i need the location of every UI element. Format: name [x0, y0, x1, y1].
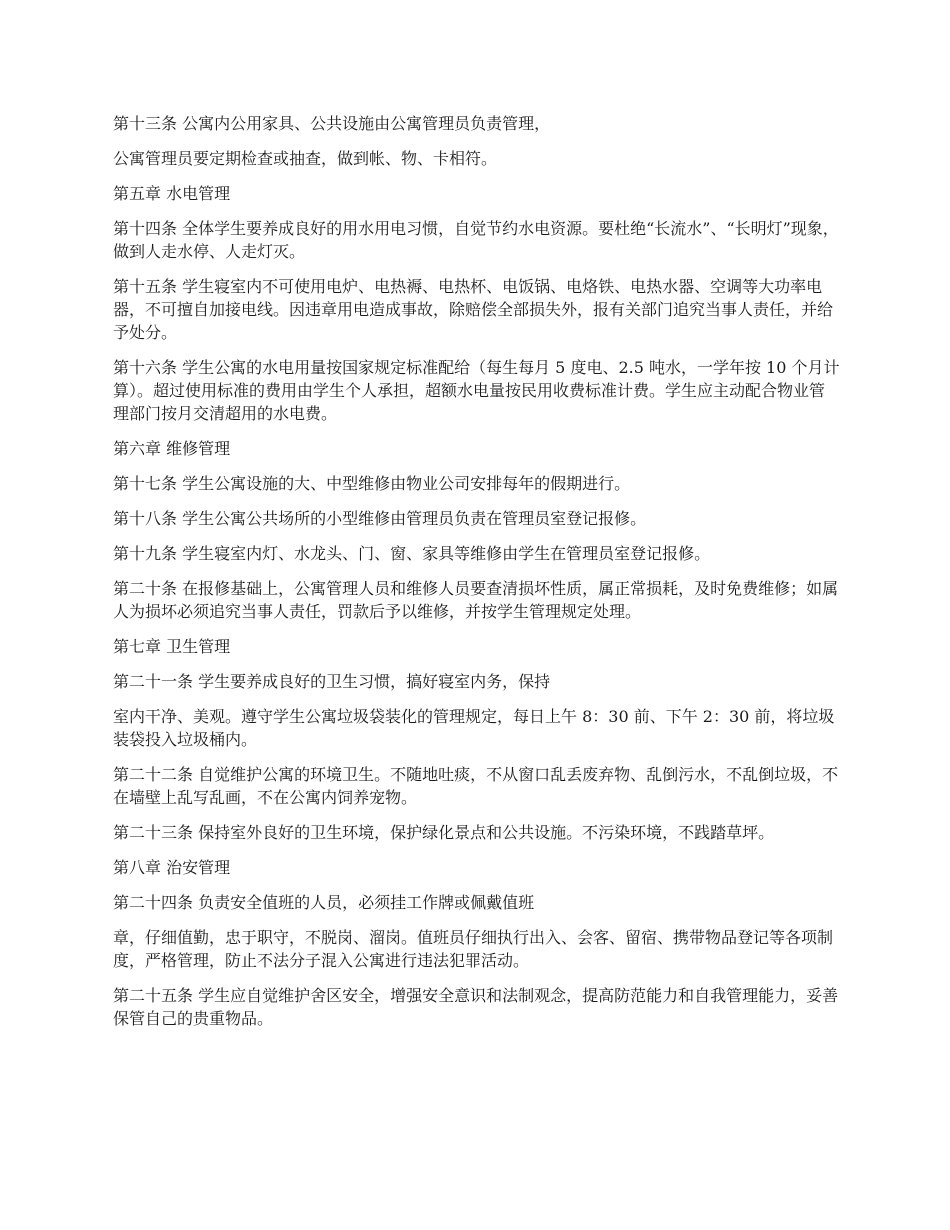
- paragraph-article-19: 第十九条 学生寝室内灯、水龙头、门、窗、家具等维修由学生在管理员室登记报修。: [113, 544, 711, 563]
- paragraph-article-22: 第二十二条 自觉维护公寓的环境卫生。不随地吐痰，不从窗口乱丢废弃物、乱倒污水，不乱倒垃圾，不在墙壁上乱写乱画，不在公寓内饲养宠物。: [113, 765, 839, 807]
- document-body: [113, 112, 840, 1042]
- paragraph-article-13-cont: 公寓管理员要定期检查或抽查，做到帐、物、卡相符。: [113, 149, 498, 168]
- paragraph-article-17: 第十七条 学生公寓设施的大、中型维修由物业公司安排每年的假期进行。: [113, 474, 631, 493]
- chapter-heading-5: 第五章 水电管理: [113, 184, 231, 203]
- paragraph-article-13: 第十三条 公寓内公用家具、公共设施由公寓管理员负责管理，: [113, 114, 551, 133]
- chapter-heading-7: 第七章 卫生管理: [113, 637, 231, 656]
- paragraph-article-18: 第十八条 学生公寓公共场所的小型维修由管理员负责在管理员室登记报修。: [113, 509, 647, 528]
- paragraph-article-21: 第二十一条 学生要养成良好的卫生习惯，搞好寝室内务，保持: [113, 672, 551, 691]
- paragraph-article-20: 第二十条 在报修基础上，公寓管理人员和维修人员要查清损坏性质，属正常损耗，及时免费维修；如属人为损坏必须追究当事人责任，罚款后予以维修，并按学生管理规定处理。: [113, 579, 839, 621]
- paragraph-article-24: 第二十四条 负责安全值班的人员，必须挂工作牌或佩戴值班: [113, 893, 535, 912]
- paragraph-article-24-cont: 章，仔细值勤，忠于职守，不脱岗、溜岗。值班员仔细执行出入、会客、留宿、携带物品登记等各项制度，严格管理，防止不法分子混入公寓进行违法犯罪活动。: [113, 928, 834, 970]
- chapter-heading-8: 第八章 治安管理: [113, 858, 231, 877]
- paragraph-article-25: 第二十五条 学生应自觉维护舍区安全，增强安全意识和法制观念，提高防范能力和自我管理能力，妥善保管自己的贵重物品。: [113, 986, 839, 1028]
- paragraph-article-15: 第十五条 学生寝室内不可使用电炉、电热褥、电热杯、电饭锅、电烙铁、电热水器、空调等大功率电器，不可擅自加接电线。因违章用电造成事故，除赔偿全部损失外，报有关部门追究当事人责任，并给予处分。: [113, 277, 834, 342]
- chapter-heading-6: 第六章 维修管理: [113, 439, 231, 458]
- paragraph-article-14: 第十四条 全体学生要养成良好的用水用电习惯，自觉节约水电资源。要杜绝“长流水”、“长明灯”现象，做到人走水停、人走灯灭。: [113, 219, 839, 261]
- paragraph-article-16: 第十六条 学生公寓的水电用量按国家规定标准配给（每生每月 5 度电、2.5 吨水，一学年按 10 个月计算）。超过使用标准的费用由学生个人承担，超额水电量按民用收费标准计费。学生应主动配合物业管理部门按月交清超用的水电费。: [113, 358, 840, 423]
- paragraph-article-21-cont: 室内干净、美观。遵守学生公寓垃圾袋装化的管理规定，每日上午 8：30 前、下午 2：30 前，将垃圾装袋投入垃圾桶内。: [113, 707, 835, 749]
- paragraph-article-23: 第二十三条 保持室外良好的卫生环境，保护绿化景点和公共设施。不污染环境，不践踏草坪。: [113, 823, 775, 842]
